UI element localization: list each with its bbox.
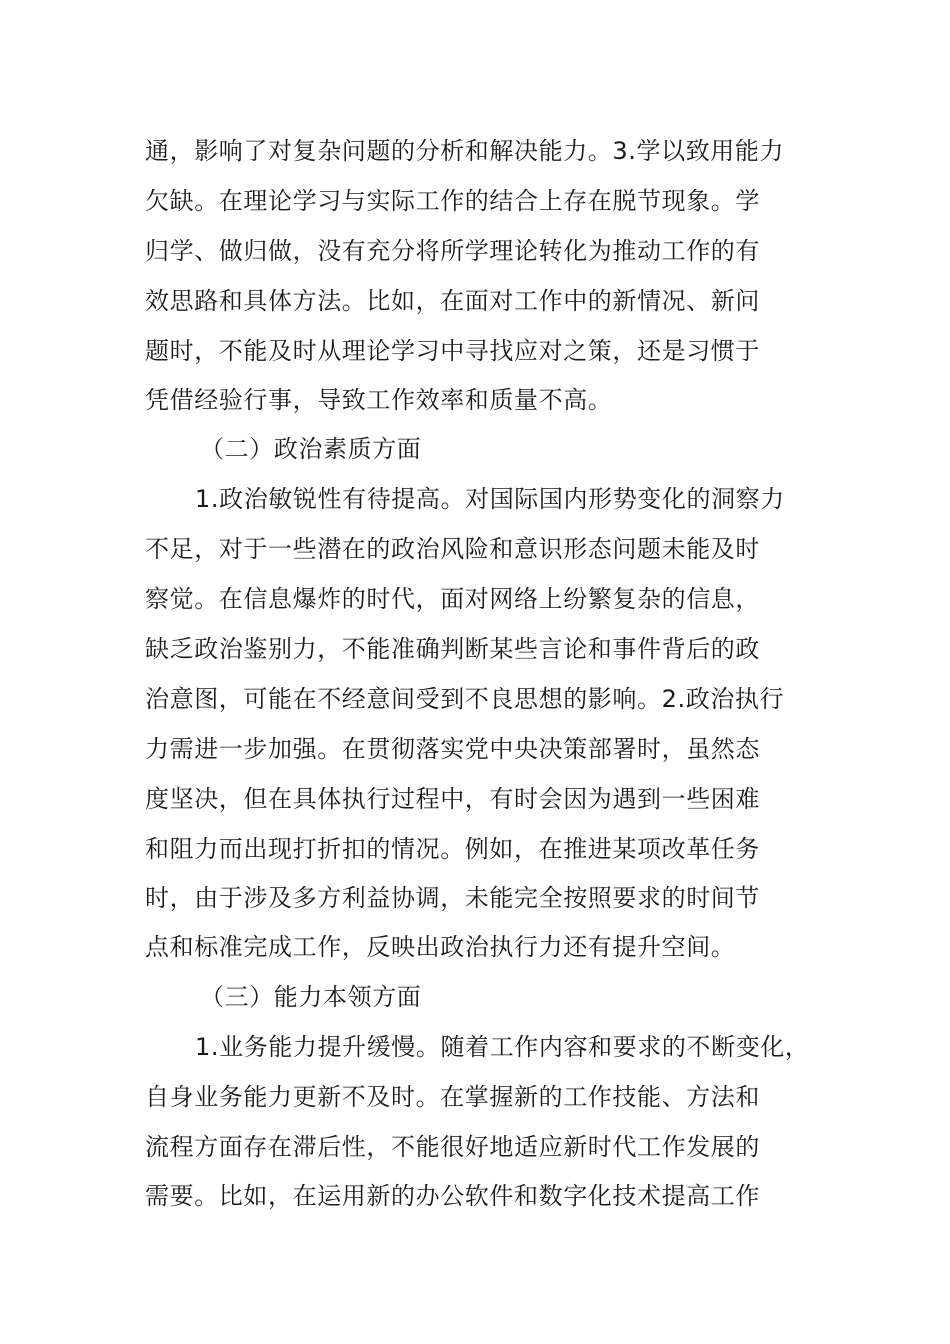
text-line: 治意图，可能在不经意间受到不良思想的影响。2.政治执行 [145, 685, 785, 713]
paragraph-first-line: 1.业务能力提升缓慢。随着工作内容和要求的不断变化， [195, 1033, 810, 1061]
text-line: 流程方面存在滞后性，不能很好地适应新时代工作发展的 [145, 1133, 760, 1161]
text-line: 通，影响了对复杂问题的分析和解决能力。3.学以致用能力 [145, 137, 785, 165]
text-line: 缺乏政治鉴别力，不能准确判断某些言论和事件背后的政 [145, 635, 760, 663]
text-line: 点和标准完成工作，反映出政治执行力还有提升空间。 [145, 933, 736, 961]
text-line: 时，由于涉及多方利益协调，未能完全按照要求的时间节 [145, 884, 760, 912]
text-line: 力需进一步加强。在贯彻落实党中央决策部署时，虽然态 [145, 735, 760, 763]
text-line: 归学、做归做，没有充分将所学理论转化为推动工作的有 [145, 237, 760, 265]
section-heading: （二）政治素质方面 [200, 435, 422, 463]
text-line: 察觉。在信息爆炸的时代，面对网络上纷繁复杂的信息， [145, 585, 760, 613]
text-line: 不足，对于一些潜在的政治风险和意识形态问题未能及时 [145, 535, 760, 563]
text-line: 自身业务能力更新不及时。在掌握新的工作技能、方法和 [145, 1083, 760, 1111]
text-line: 需要。比如，在运用新的办公软件和数字化技术提高工作 [145, 1182, 760, 1210]
text-line: 题时，不能及时从理论学习中寻找应对之策，还是习惯于 [145, 337, 760, 365]
paragraph-first-line: 1.政治敏锐性有待提高。对国际国内形势变化的洞察力 [195, 485, 785, 513]
section-heading: （三）能力本领方面 [200, 983, 422, 1011]
text-line: 凭借经验行事，导致工作效率和质量不高。 [145, 386, 613, 414]
text-line: 度坚决，但在具体执行过程中，有时会因为遇到一些困难 [145, 785, 760, 813]
text-line: 效思路和具体方法。比如，在面对工作中的新情况、新问 [145, 287, 760, 315]
text-line: 和阻力而出现打折扣的情况。例如，在推进某项改革任务 [145, 835, 760, 863]
text-line: 欠缺。在理论学习与实际工作的结合上存在脱节现象。学 [145, 187, 760, 215]
